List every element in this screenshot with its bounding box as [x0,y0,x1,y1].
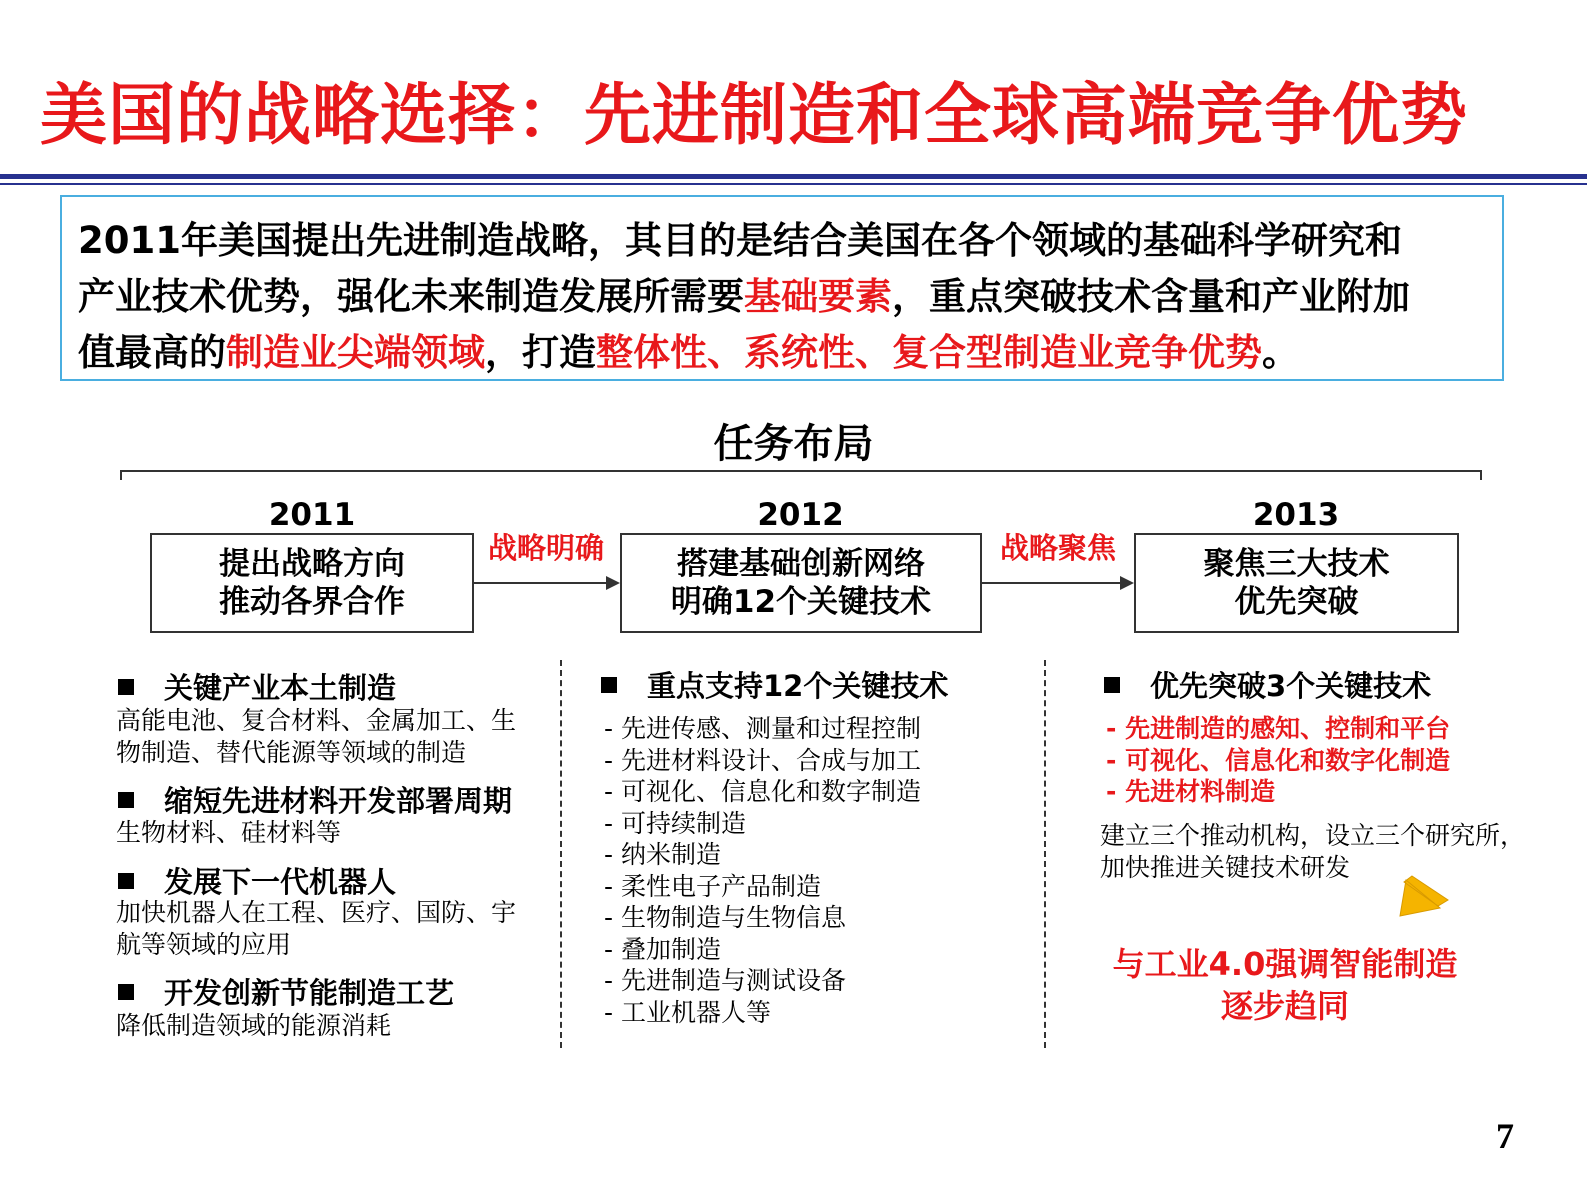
intro-line-3 [78,322,1299,376]
col1-desc [116,817,341,849]
intro-text: 。 [1262,331,1299,374]
list-item: - 先进传感、测量和过程控制 [604,714,921,743]
desc-line: 加快机器人在工程、医疗、国防、宇 [116,898,517,927]
bullet-square-icon [118,792,134,808]
col1-heading [118,779,512,820]
timeline-bracket [120,470,1482,480]
intro-text: 值最高的 [78,331,226,374]
year-2013: 2013 [1252,497,1340,533]
note-line: 加快推进关键技术研发 [1100,853,1351,882]
list-item: - 可视化、信息化和数字制造 [604,777,921,806]
bullet-square-icon [118,984,134,1000]
col1-heading [118,971,454,1012]
list-item: - 可视化、信息化和数字化制造 [1106,745,1451,775]
list-item: - 先进制造与测试设备 [604,966,846,995]
desc-line: 高能电池、复合材料、金属加工、生 [116,706,517,735]
desc-line: 生物材料、硅材料等 [116,818,342,847]
arrow-head-icon [606,576,620,590]
intro-line-2 [78,266,1410,320]
conclusion-line: 逐步趋同 [1220,987,1349,1025]
intro-text: 产业技术优势，强化未来制造发展所需要 [78,275,744,318]
col1-desc [116,897,516,961]
slide-title: 美国的战略选择：先进制造和全球高端竞争优势 [40,76,1468,154]
layout-title: 任务布局 [713,421,874,467]
stage-line: 优先突破 [1234,584,1359,620]
col1-desc [116,705,516,769]
conclusion [1085,943,1485,1027]
column-divider [560,660,562,1048]
title-rule-bottom [0,183,1587,185]
arrow-line-1 [474,582,608,584]
col1-heading [118,666,396,707]
title-rule-top [0,174,1587,179]
conclusion-line: 与工业4.0强调智能制造 [1112,945,1458,983]
stage-box-2012 [620,533,982,633]
heading-text: 开发创新节能制造工艺 [164,976,455,1010]
intro-highlight: 整体性、系统性、复合型制造业竞争优势 [596,331,1262,374]
note-line: 建立三个推动机构，设立三个研究所， [1100,821,1526,850]
list-item: - 先进制造的感知、控制和平台 [1106,714,1451,743]
stage-box-2013 [1134,533,1459,633]
list-item: - 叠加制造 [604,934,721,964]
intro-highlight: 制造业尖端领域 [226,331,485,374]
arrow-line-2 [982,582,1122,584]
arrow-label-2: 战略聚焦 [1000,531,1117,565]
intro-text: ，打造 [485,331,596,374]
bullet-square-icon [118,679,134,695]
desc-line: 物制造、替代能源等领域的制造 [116,738,467,767]
col2-list [604,713,921,1028]
bullet-square-icon [601,677,617,693]
list-item: - 工业机器人等 [604,997,771,1027]
intro-line-1: 2011年美国提出先进制造战略，其目的是结合美国在各个领域的基础科学研究和 [78,219,1402,262]
col2-heading [601,664,948,705]
desc-line: 降低制造领域的能源消耗 [116,1011,392,1040]
year-2011: 2011 [268,497,356,533]
heading-text: 发展下一代机器人 [164,865,397,899]
stage-line: 搭建基础创新网络 [677,546,925,582]
desc-line: 航等领域的应用 [116,930,292,959]
bullet-square-icon [1104,677,1120,693]
list-item: - 柔性电子产品制造 [604,871,821,901]
year-2012: 2012 [757,497,844,533]
arrow-head-icon [1120,576,1134,590]
column-divider [1044,660,1046,1048]
heading-text: 优先突破3个关键技术 [1150,669,1432,703]
heading-text: 缩短先进材料开发部署周期 [164,784,513,818]
bullet-square-icon [118,873,134,889]
col3-list [1106,713,1450,808]
intro-text: ，重点突破技术含量和产业附加 [892,275,1410,318]
list-item: - 生物制造与生物信息 [604,903,846,932]
stage-box-2011 [150,533,474,633]
col3-heading [1104,664,1431,705]
stage-line: 明确12个关键技术 [670,584,932,620]
col3-note [1100,820,1525,884]
heading-text: 关键产业本土制造 [164,671,397,705]
intro-highlight: 基础要素 [744,275,892,318]
page-number: 7 [1496,1116,1514,1156]
stage-line: 提出战略方向 [219,546,405,582]
stage-line: 推动各界合作 [219,584,405,620]
arrow-label-1: 战略明确 [488,531,605,565]
list-item: - 先进材料设计、合成与加工 [604,745,921,775]
down-left-arrow-icon [1396,870,1452,922]
heading-text: 重点支持12个关键技术 [647,669,949,703]
list-item: - 先进材料制造 [1106,777,1276,806]
list-item: - 纳米制造 [604,840,721,869]
list-item: - 可持续制造 [604,808,746,838]
stage-line: 聚焦三大技术 [1203,546,1390,582]
col1-desc [116,1010,391,1042]
col1-heading [118,860,396,901]
